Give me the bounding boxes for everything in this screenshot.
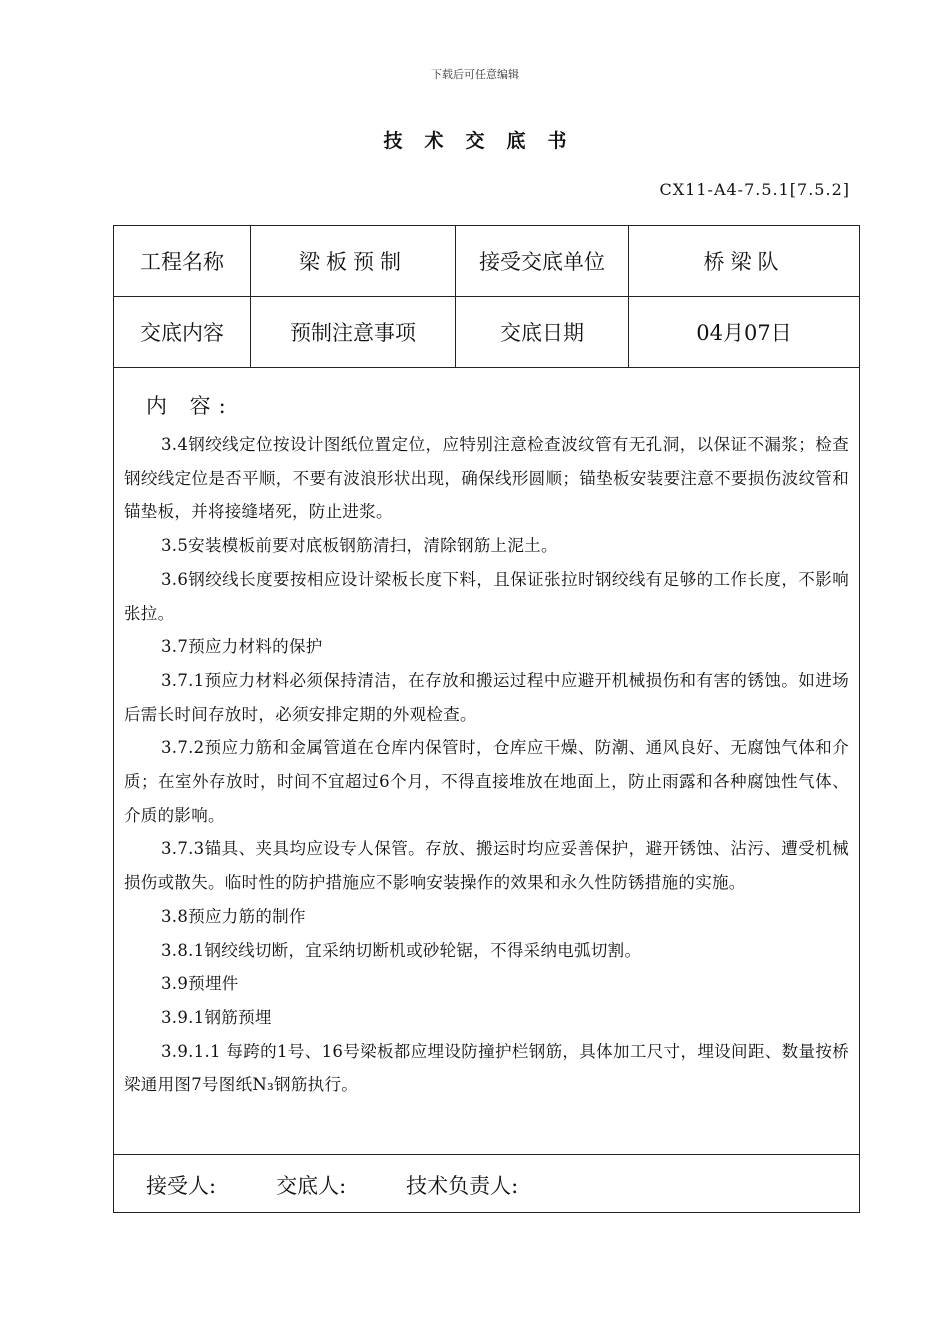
content-paragraph: 3.5安装模板前要对底板钢筋清扫，清除钢筋上泥土。 (161, 536, 558, 556)
content-paragraph: 3.6钢绞线长度要按相应设计梁板长度下料，且保证张拉时钢绞线有足够的工作长度，不影响张拉。 (124, 569, 849, 623)
content-paragraph: 3.7.3锚具、夹具均应设专人保管。存放、搬运时均应妥善保护，避开锈蚀、沾污、遭受机械损伤或散失。临时性的防护措施应不影响安装操作的效果和永久性防锈措施的实施。 (124, 839, 849, 893)
form-row-project (114, 226, 859, 297)
content-paragraph: 3.4钢绞线定位按设计图纸位置定位，应特别注意检查波纹管有无孔洞，以保证不漏浆；检查钢绞线定位是否平顺，不要有波浪形状出现，确保线形圆顺；锚垫板安装要注意不要损伤波纹管和锚垫板，并将接缝堵死，防止进浆。 (124, 435, 849, 522)
content-paragraph: 3.9预埋件 (161, 974, 239, 994)
content-paragraph: 3.7预应力材料的保护 (161, 637, 323, 657)
project-name-value: 梁板预制 (251, 226, 456, 296)
disclosure-content-value: 预制注意事项 (251, 297, 456, 367)
disclosure-form (113, 225, 860, 1213)
disclosure-date-label: 交底日期 (456, 297, 629, 367)
project-name-label: 工程名称 (114, 226, 251, 296)
presenter-signature-label: 交底人: (276, 1174, 347, 1198)
content-paragraph: 3.8预应力筋的制作 (161, 906, 306, 926)
receiving-unit-value: 桥梁队 (703, 250, 785, 274)
content-paragraph: 3.7.1预应力材料必须保持清洁，在存放和搬运过程中应避开机械损伤和有害的锈蚀。如进场后需长时间存放时，必须安排定期的外观检查。 (124, 670, 849, 724)
content-paragraph: 3.9.1.1 每跨的1号、16号梁板都应埋设防撞护栏钢筋，具体加工尺寸，埋设间距、数量按桥梁通用图7号图纸N₃钢筋执行。 (124, 1041, 849, 1095)
document-code: CX11-A4-7.5.1[7.5.2] (659, 180, 850, 199)
content-paragraph: 3.9.1钢筋预埋 (161, 1007, 272, 1027)
content-paragraph: 3.8.1钢绞线切断，宜采纳切断机或砂轮锯，不得采纳电弧切割。 (161, 940, 642, 960)
content-section (114, 368, 859, 1155)
receiving-unit-label: 接受交底单位 (456, 226, 629, 296)
form-row-content (114, 297, 859, 368)
content-paragraph: 3.7.2预应力筋和金属管道在仓库内保管时，仓库应干燥、防潮、通风良好、无腐蚀气体和介质；在室外存放时，时间不宜超过6个月，不得直接堆放在地面上，防止雨露和各种腐蚀性气体、介质的影响。 (124, 738, 849, 825)
receiver-signature-label: 接受人: (146, 1174, 217, 1198)
page-title: 技术交底书 (383, 130, 589, 152)
disclosure-content-label: 交底内容 (114, 297, 251, 367)
top-note: 下载后可任意编辑 (431, 68, 519, 81)
tech-lead-signature-label: 技术负责人: (406, 1174, 519, 1198)
content-heading: 内 容: (146, 394, 234, 418)
signature-row (114, 1155, 859, 1215)
disclosure-date-value: 04月07日 (696, 321, 792, 345)
